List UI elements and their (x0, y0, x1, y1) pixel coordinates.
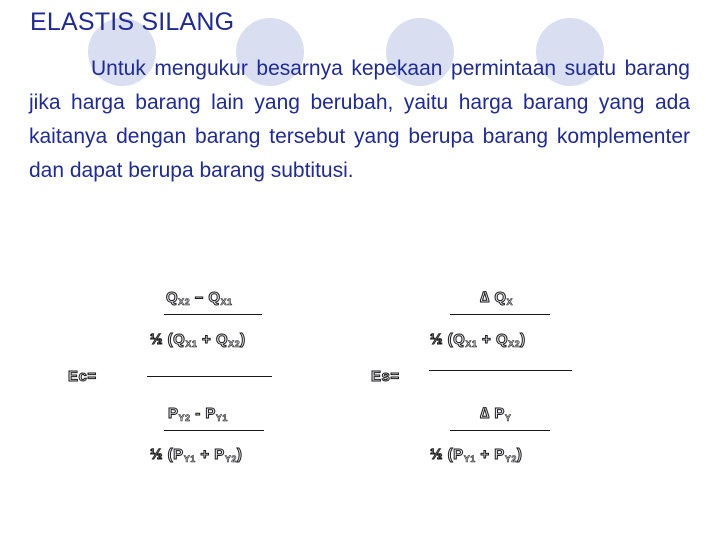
es-numerator-top: ∆ $Q_X$ (480, 289, 514, 307)
ec-main-fraction-line (147, 376, 272, 377)
es-numerator-bottom: ½ $(Q_{X1} + Q_{X2})$ (430, 331, 526, 349)
ec-denominator-top: $P_{Y2} - P_{Y1}$ (168, 405, 228, 423)
es-denominator-line (450, 430, 550, 431)
slide-title: ELASTIS SILANG (30, 8, 235, 36)
es-label: Es= (371, 368, 400, 385)
definition-paragraph: Untuk mengukur besarnya kepekaan permintaan suatu barang jika harga barang lain yang berubah, yaitu harga barang yang ada kaitanya dengan barang tersebut yang berupa barang komplementer dan dapat berupa barang subtitusi. (29, 57, 690, 182)
ec-numerator-line (164, 314, 262, 315)
es-main-fraction-line (429, 370, 572, 371)
es-denominator-bottom: ½ $(P_{Y1} + P_{Y2})$ (430, 446, 523, 464)
ec-denominator-line (164, 430, 264, 431)
es-numerator-line (450, 314, 550, 315)
es-denominator-top: ∆ $P_Y$ (480, 405, 512, 423)
ec-label: Ec= (68, 368, 97, 385)
ec-denominator-bottom: ½ $(P_{Y1} + P_{Y2})$ (150, 446, 243, 464)
ec-numerator-top: $Q_{X2} - Q_{X1}$ (166, 289, 233, 307)
ec-numerator-bottom: ½ $(Q_{X1} + Q_{X2})$ (150, 331, 246, 349)
